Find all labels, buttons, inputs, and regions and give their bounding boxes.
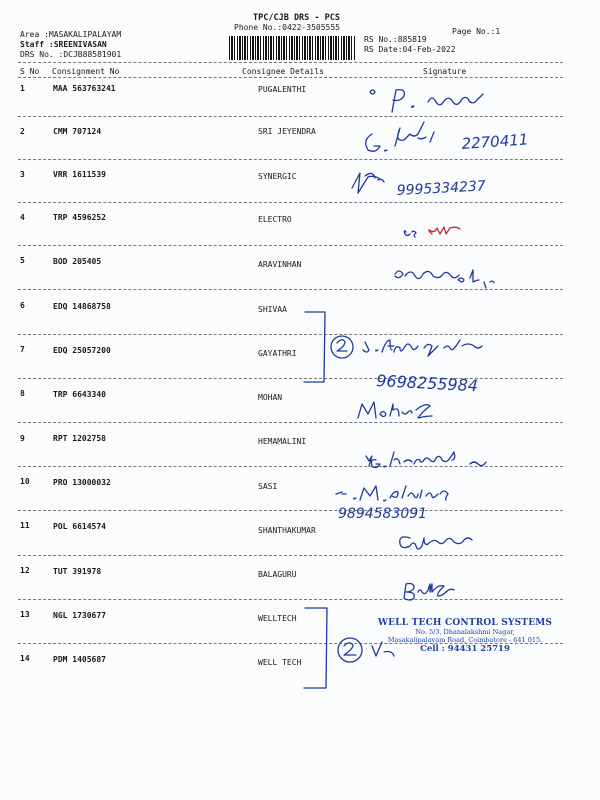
col-consignee: Consignee Details — [242, 67, 324, 76]
row-consignment: BOD 205405 — [53, 257, 102, 266]
stamp-cell-number: Cell : 94431 25719 — [420, 644, 510, 654]
rs-date: RS Date:04-Feb-2022 — [364, 45, 456, 54]
row-sno: 4 — [20, 213, 25, 222]
handwritten-phone-row-3: 9995334237 — [396, 178, 487, 199]
row-consignment: PDM 1405687 — [53, 655, 106, 664]
row-consignment: RPT 1202758 — [53, 434, 106, 443]
row-consignment: VRR 1611539 — [53, 170, 106, 179]
row-sno: 9 — [20, 434, 25, 443]
row-sno: 11 — [20, 521, 30, 530]
row-sno: 5 — [20, 256, 25, 265]
signature-row-8 — [358, 402, 432, 418]
drs-number-value: DCJB88581901 — [63, 50, 122, 59]
bracket-rows-13-14 — [304, 608, 327, 688]
row-consignee: SHIVAA — [258, 305, 287, 314]
row-consignee: ARAVINHAN — [258, 260, 302, 269]
row-consignment: PRO 13000032 — [53, 478, 111, 487]
row-sno: 2 — [20, 127, 25, 136]
staff-value: SREENIVASAN — [53, 40, 107, 49]
drs-title: TPC/CJB DRS - PCS — [253, 13, 340, 23]
row-sno: 10 — [20, 477, 30, 486]
signature-row-10 — [336, 486, 448, 501]
row-consignment: MAA 563763241 — [53, 84, 116, 93]
signature-rows-6-7 — [363, 340, 482, 356]
row-consignee: GAYATHRI — [258, 349, 297, 358]
row-sno: 3 — [20, 170, 25, 179]
row-sno: 14 — [20, 654, 30, 663]
row-consignee: WELL TECH — [258, 658, 302, 667]
row-consignee: SASI — [258, 482, 278, 491]
row-consignee: PUGALENTHI — [258, 85, 307, 94]
row-sno: 8 — [20, 389, 25, 398]
page-number: Page No.:1 — [452, 27, 501, 36]
row-consignee: SHANTHAKUMAR — [258, 526, 316, 535]
signature-row-2 — [366, 122, 434, 151]
row-consignee: SYNERGIC — [258, 172, 297, 181]
row-sno: 13 — [20, 610, 30, 619]
signature-row-12 — [404, 584, 454, 601]
col-consignment: Consignment No — [52, 67, 120, 76]
col-signature: Signature — [423, 67, 467, 76]
handwritten-phone-row-10: 9894583091 — [338, 506, 428, 522]
col-sno: S No — [20, 67, 40, 76]
row-consignment: NGL 1730677 — [53, 611, 106, 620]
row-consignee: WELLTECH — [258, 614, 297, 623]
row-sno: 6 — [20, 301, 25, 310]
drs-number-label: DRS No. : — [20, 50, 64, 59]
row-sno: 12 — [20, 566, 30, 575]
initial-2-rows-13-14 — [344, 643, 356, 655]
row-consignment: CMM 707124 — [53, 127, 102, 136]
row-sno: 1 — [20, 84, 25, 93]
initial-2-rows-6-7 — [337, 340, 347, 351]
row-consignment: TUT 391978 — [53, 567, 102, 576]
bracket-rows-6-7 — [304, 312, 325, 382]
staff-label: Staff : — [20, 40, 54, 49]
row-consignment: TRP 4596252 — [53, 213, 106, 222]
signature-row-4-mark — [429, 227, 460, 234]
row-consignment: TRP 6643340 — [53, 390, 106, 399]
signature-row-3 — [352, 173, 384, 193]
company-stamp — [365, 618, 565, 654]
stamp-company-name: WELL TECH CONTROL SYSTEMS — [377, 618, 553, 628]
row-consignment: EDQ 25057200 — [53, 346, 111, 355]
stamp-address-line-1: No. 5/3, Dhanalakshmi Nagar, — [415, 628, 515, 636]
row-consignee: SRI JEYENDRA — [258, 127, 316, 136]
row-consignment: POL 6614574 — [53, 522, 106, 531]
row-consignee: BALAGURU — [258, 570, 297, 579]
phone-number: Phone No.:0422-3505555 — [234, 23, 340, 32]
signature-row-4 — [404, 231, 416, 237]
row-consignee: ELECTRO — [258, 215, 292, 224]
stamp-address-line-2: Masakalipalayam Road, Coimbatore - 641 015. — [387, 636, 543, 644]
row-sno: 7 — [20, 345, 25, 354]
handwritten-phone-rows-6-7: 9698255984 — [375, 371, 479, 396]
signature-row-11 — [400, 537, 472, 549]
signature-row-1 — [370, 90, 483, 112]
area-value: MASAKALIPALAYAM — [48, 30, 122, 39]
signature-row-5 — [395, 270, 494, 288]
area-label: Area : — [20, 30, 49, 39]
rs-number: RS No.:885819 — [364, 35, 427, 44]
row-consignment: EDQ 14868758 — [53, 302, 111, 311]
row-consignee: MOHAN — [258, 393, 283, 402]
row-consignee: HEMAMALINI — [258, 437, 307, 446]
handwritten-number-row-2: 2270411 — [461, 130, 529, 153]
signature-row-9 — [366, 452, 486, 468]
